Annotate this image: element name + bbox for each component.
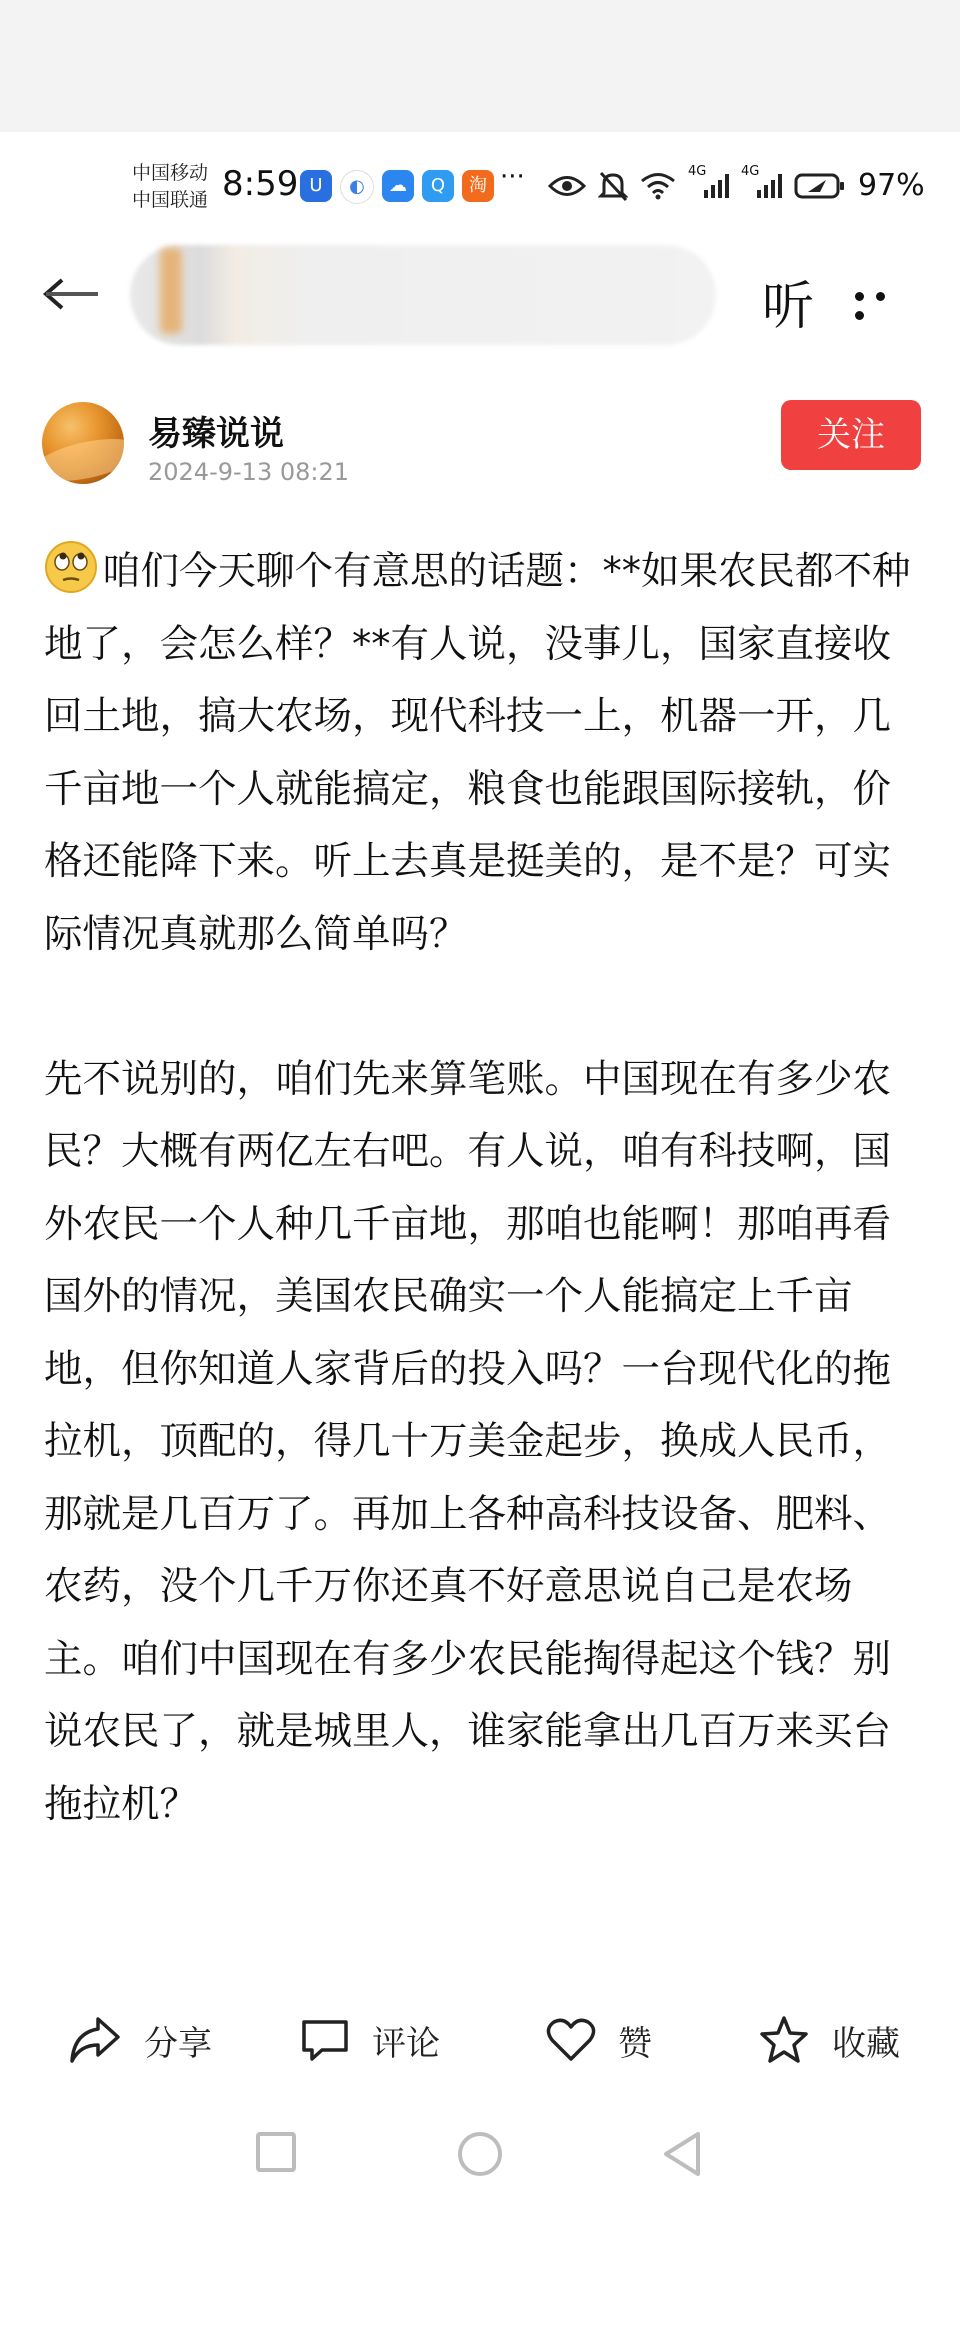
home-icon[interactable] xyxy=(456,2130,504,2178)
article-paragraph-2: 先不说别的，咱们先来算笔账。中国现在有多少农民？大概有两亿左右吧。有人说，咱有科技啊，国外农民一个人种几千亩地，那咱也能啊！那咱再看国外的情况，美国农民确实一个人能搞定上千亩地，但你知道人家背后的投入吗？一台现代化的拖拉机，顶配的，得几十万美金起步，换成人民币，那就是几百万了。再加上各种高科技设备、肥料、农药，没个几千万你还真不好意思说自己是农场主。咱们中国现在有多少农民能掏得起这个钱？别说农民了，就是城里人，谁家能拿出几百万来买台拖拉机？ xyxy=(44,1056,892,1827)
system-nav-bar xyxy=(0,2122,960,2192)
comment-label: 评论 xyxy=(372,2023,440,2064)
action-bar xyxy=(0,2000,960,2080)
eye-icon xyxy=(548,173,586,199)
clock: 8:59 xyxy=(222,164,299,204)
back-triangle-icon[interactable] xyxy=(660,2130,704,2178)
wifi-icon xyxy=(640,172,676,200)
signal-bars-icon xyxy=(704,174,729,198)
recent-apps-icon[interactable] xyxy=(254,2130,298,2174)
more-notifications-icon: ··· xyxy=(500,162,525,192)
listen-button[interactable]: 听 xyxy=(762,277,815,337)
article-paragraph-1-text: 咱们今天聊个有意思的话题：**如果农民都不种地了，会怎么样？**有人说，没事儿，国家直接收回土地，搞大农场，现代科技一上，机器一开，几千亩地一个人就能搞定，粮食也能跟国际接轨，价格还能降下来。听上去真是挺美的，是不是？可实际情况真就那么简单吗？ xyxy=(44,549,911,957)
signal-2 xyxy=(741,164,782,198)
notification-app-icons xyxy=(300,170,494,204)
battery-icon xyxy=(794,173,846,199)
heart-icon xyxy=(546,2017,596,2063)
nav-bar xyxy=(0,240,960,350)
carrier-2: 中国联通 xyxy=(132,189,209,211)
app-search-icon: Q xyxy=(422,170,454,202)
more-options-icon[interactable] xyxy=(855,286,915,300)
favorite-label: 收藏 xyxy=(832,2023,900,2064)
like-label: 赞 xyxy=(618,2023,652,2064)
signal-bars-icon xyxy=(757,174,782,198)
eye-roll-emoji-icon xyxy=(44,540,98,594)
app-cloud-icon: ☁ xyxy=(382,170,414,202)
system-indicators xyxy=(548,164,846,202)
app-taobao-icon: 淘 xyxy=(462,170,494,202)
mute-bell-icon xyxy=(598,170,628,202)
signal-1 xyxy=(688,164,729,198)
carrier-1: 中国移动 xyxy=(132,162,209,184)
app-u-icon: U xyxy=(300,170,332,202)
author-avatar[interactable] xyxy=(42,402,124,484)
back-arrow-icon[interactable] xyxy=(40,274,100,314)
blurred-title-area xyxy=(130,245,716,345)
article-body xyxy=(44,536,924,1841)
article-paragraph-1 xyxy=(44,536,924,971)
comment-button[interactable] xyxy=(300,2000,440,2080)
battery-percent: 97% xyxy=(858,168,925,203)
carrier-info xyxy=(132,160,208,214)
share-button[interactable] xyxy=(68,2000,212,2080)
favorite-button[interactable] xyxy=(758,2000,900,2080)
author-row xyxy=(0,400,960,500)
post-timestamp: 2024-9-13 08:21 xyxy=(148,458,349,486)
follow-button[interactable]: 关注 xyxy=(781,400,921,470)
like-button[interactable] xyxy=(546,2000,652,2080)
share-icon xyxy=(68,2015,122,2065)
paragraph-gap xyxy=(44,971,924,1044)
network-type-2: 4G xyxy=(741,164,760,179)
blurred-thumbnail xyxy=(160,248,182,334)
star-icon xyxy=(758,2015,810,2065)
status-bar xyxy=(0,150,960,230)
comment-icon xyxy=(300,2016,350,2064)
top-blank-band xyxy=(0,0,960,132)
author-name[interactable]: 易臻说说 xyxy=(148,414,284,454)
network-type-1: 4G xyxy=(688,164,707,179)
app-browser-icon: ◐ xyxy=(340,170,374,204)
share-label: 分享 xyxy=(144,2023,212,2064)
